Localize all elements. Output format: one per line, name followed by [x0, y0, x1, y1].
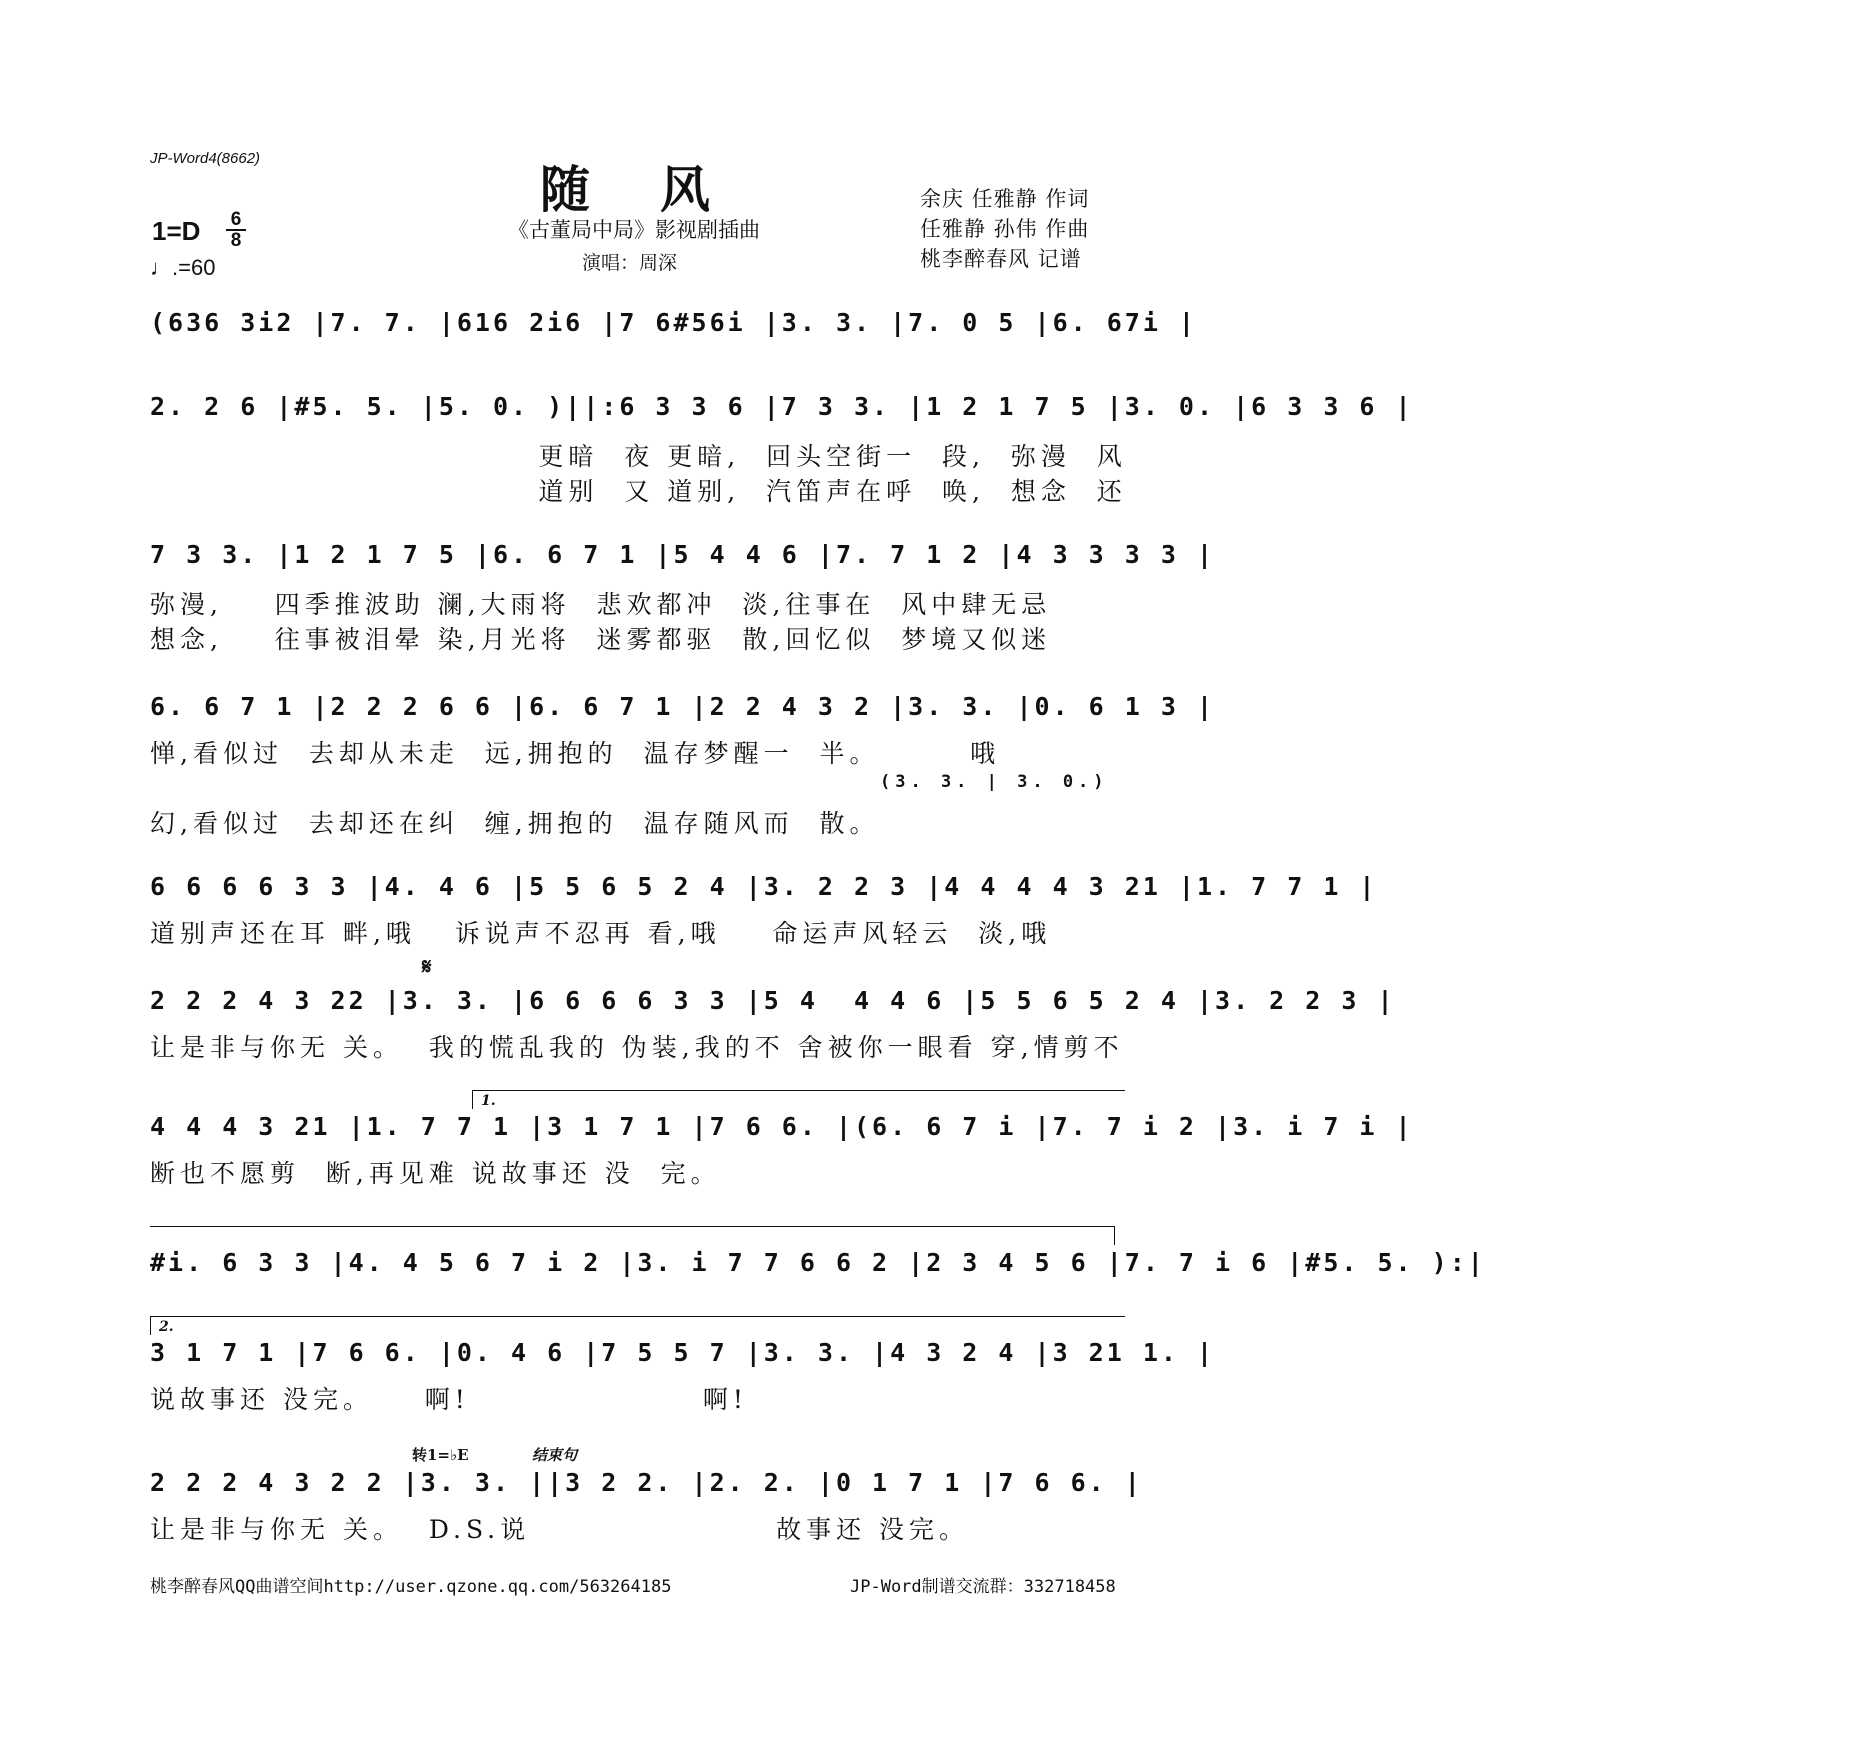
lyric-line-1: 道别声还在耳 畔,哦 诉说声不忍再 看,哦 命运声风轻云 淡,哦 — [150, 919, 1052, 948]
staff-notes: 6. 6 7 1 |2 2 2 6 6 |6. 6 7 1 |2 2 4 3 2 |3. 3. |0. 6 1 3 | — [150, 692, 1216, 721]
staff-notes: (636 3i2 |7. 7. |616 2i6 |7 6#56i |3. 3. |7. 0 5 |6. 67i | — [150, 308, 1197, 337]
footer-right-group: JP-Word制谱交流群：332718458 — [850, 1577, 1116, 1597]
staff-notes: 2 2 2 4 3 2 2 |3. 3. ||3 2 2. |2. 2. |0 1 7 1 |7 6 6. | — [150, 1468, 1143, 1497]
lyric-line-1: 让是非与你无 关。 D.S.说 故事还 没完。 — [150, 1515, 970, 1544]
staff-notes: 2. 2 6 |#5. 5. |5. 0. )||:6 3 3 6 |7 3 3. |1 2 1 7 5 |3. 0. |6 3 3 6 | — [150, 392, 1414, 421]
alt-notes: (3. 3. | 3. 0.) — [880, 772, 1109, 792]
staff-notes: 7 3 3. |1 2 1 7 5 |6. 6 7 1 |5 4 4 6 |7. 7 1 2 |4 3 3 3 3 | — [150, 540, 1216, 569]
volta-extension — [150, 1226, 1115, 1245]
time-top: 6 — [230, 209, 242, 230]
volta-bracket-2 — [150, 1316, 1125, 1335]
footer-left-link[interactable]: 桃李醉春风QQ曲谱空间http://user.qzone.qq.com/563264185 — [150, 1577, 672, 1597]
staff-notes: 6 6 6 6 3 3 |4. 4 6 |5 5 6 5 2 4 |3. 2 2 3 |4 4 4 4 3 21 |1. 7 7 1 | — [150, 872, 1378, 901]
credit-music: 任雅静 孙伟 作曲 — [920, 217, 1090, 241]
song-subtitle: 《古董局中局》影视剧插曲 — [508, 218, 760, 242]
staff-notes: 3 1 7 1 |7 6 6. |0. 4 6 |7 5 5 7 |3. 3. |4 3 2 4 |3 21 1. | — [150, 1338, 1216, 1367]
lyric-line-2: 幻,看似过 去却还在纠 缠,拥抱的 温存随风而 散。 — [150, 809, 880, 838]
software-tag: JP-Word4(8662) — [150, 150, 261, 167]
volta-label: 1. — [481, 1093, 496, 1109]
lyric-line-1: 让是非与你无 关。 我的慌乱我的 伪装,我的不 舍被你一眼看 穿,情剪不 — [150, 1033, 1124, 1062]
staff-notes: 4 4 4 3 21 |1. 7 7 1 |3 1 7 1 |7 6 6. |(6. 6 7 i |7. 7 i 2 |3. i 7 i | — [150, 1112, 1414, 1141]
lyric-line-2: 想念, 往事被泪晕 染,月光将 迷雾都驱 散,回忆似 梦境又似迷 — [150, 625, 1052, 654]
modulation-mark: 转1=♭E — [412, 1446, 469, 1464]
credit-lyrics: 余庆 任雅静 作词 — [920, 187, 1090, 211]
key-signature: 1=D — [152, 216, 201, 246]
song-title: 随风 — [540, 160, 780, 219]
lyric-line-1: 更暗 夜 更暗, 回头空街一 段, 弥漫 风 — [150, 442, 1127, 471]
credit-transcriber: 桃李醉春风 记谱 — [920, 247, 1082, 271]
coda-label: 结束句 — [532, 1446, 578, 1464]
lyric-line-1: 弥漫, 四季推波助 澜,大雨将 悲欢都冲 淡,往事在 风中肆无忌 — [150, 590, 1052, 619]
time-bottom: 8 — [230, 230, 242, 251]
staff-notes: 2 2 2 4 3 22 |3. 3. |6 6 6 6 3 3 |5 4 4 4 6 |5 5 6 5 2 4 |3. 2 2 3 | — [150, 986, 1396, 1015]
volta-bracket-1 — [472, 1090, 1125, 1109]
singer: 演唱：周深 — [582, 252, 678, 274]
time-signature — [224, 210, 248, 250]
lyric-line-1: 断也不愿剪 断,再见难 说故事还 没 完。 — [150, 1159, 721, 1188]
lyric-line-1: 惮,看似过 去却从未走 远,拥抱的 温存梦醒一 半。 哦 — [150, 739, 1001, 768]
volta-label: 2. — [159, 1319, 174, 1335]
lyric-line-1: 说故事还 没完。 啊! 啊! — [150, 1385, 748, 1414]
segno-sign: 𝄋 — [422, 954, 432, 980]
tempo-marking: ♩.=60 — [150, 255, 216, 280]
lyric-line-2: 道别 又 道别, 汽笛声在呼 唤, 想念 还 — [150, 477, 1127, 506]
staff-notes: #i. 6 3 3 |4. 4 5 6 7 i 2 |3. i 7 7 6 6 2 |2 3 4 5 6 |7. 7 i 6 |#5. 5. ):| — [150, 1248, 1486, 1277]
